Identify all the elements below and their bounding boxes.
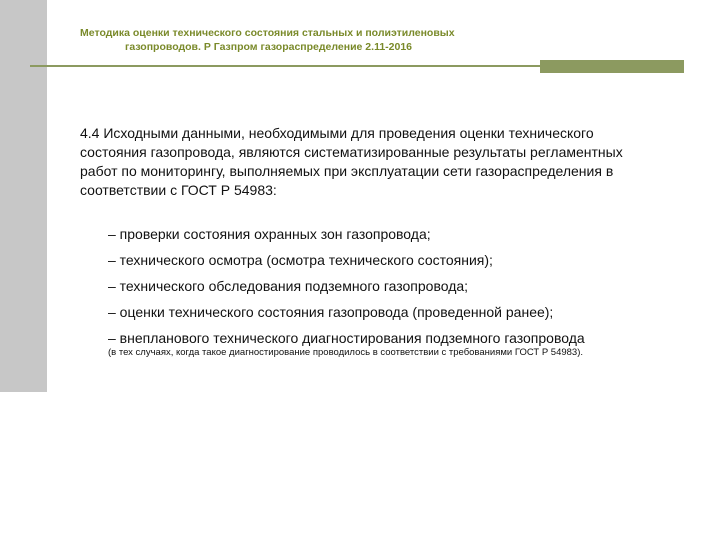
header-line-1: Методика оценки технического состояния стальных и полиэтиленовых xyxy=(80,27,455,39)
footnote-text: (в тех случаях, когда такое диагностирование проводилось в соответствии с требованиями ГОСТ Р 54983). xyxy=(108,347,584,358)
list-item: – проверки состояния охранных зон газопровода; xyxy=(108,226,431,242)
list-item: – внепланового технического диагностирования подземного газопровода xyxy=(108,330,585,346)
list-item: – технического осмотра (осмотра технического состояния); xyxy=(108,252,493,268)
header-divider-block xyxy=(540,60,684,73)
list-item: – оценки технического состояния газопровода (проведенной ранее); xyxy=(108,304,554,320)
slide-header xyxy=(80,26,550,54)
requirements-list xyxy=(108,224,688,354)
left-sidebar-bar xyxy=(0,0,47,392)
list-item: – технического обследования подземного газопровода; xyxy=(108,278,469,294)
header-divider-line xyxy=(30,65,540,67)
header-line-2: газопроводов. Р Газпром газораспределение 2.11-2016 xyxy=(125,41,413,53)
main-paragraph: 4.4 Исходными данными, необходимыми для проведения оценки технического состояния газопровода, являются систематизированные результаты регламентных работ по мониторингу, выполняемых при эксплуатации сети газораспределения в соответствии с ГОСТ Р 54983: xyxy=(80,125,623,198)
